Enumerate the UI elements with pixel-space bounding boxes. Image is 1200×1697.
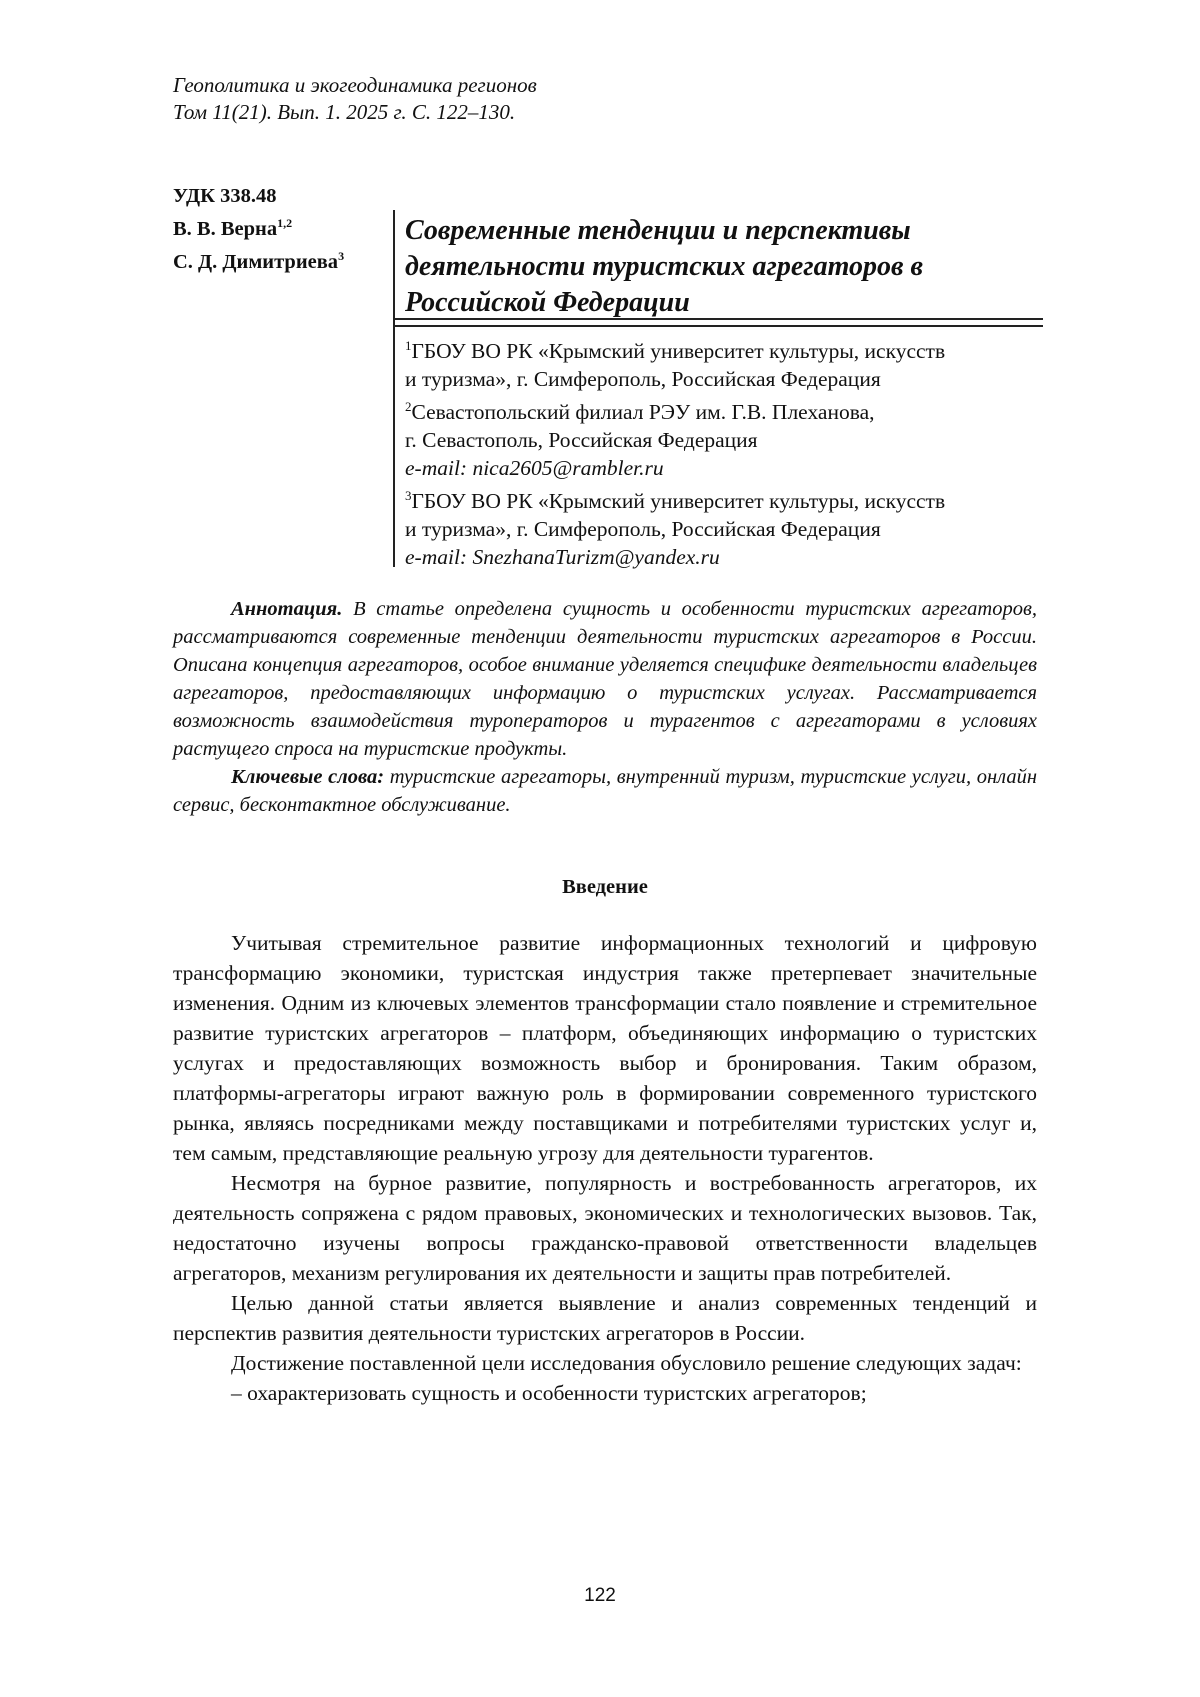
vertical-divider — [393, 210, 395, 567]
body-paragraph: Достижение поставленной цели исследования обусловило решение следующих задач: — [231, 1351, 1022, 1375]
abstract — [173, 595, 1037, 819]
title-rule-top — [393, 318, 1043, 320]
journal-issue: Том 11(21). Вып. 1. 2025 г. С. 122–130. — [173, 100, 516, 124]
abstract-label: Аннотация. — [231, 598, 343, 620]
affiliation-2: $^2$Севастопольский филиал РЭУ им. Г.В. Плеханова, — [405, 399, 875, 425]
affiliations: $^1$ГБОУ ВО РК «Крымский университет культуры, искусств и туризма», г. Симферополь, Российская Федерация $^2$Севастопольский филиал РЭУ им. Г.В. Плеханова, г. Севастополь, Российская Федерация e-mail: nica2605@rambler.ru $^3$ГБОУ ВО РК «Крымский университет культуры, искусств и туризма», г. Симферополь, Российская Федерация e-mail: SnezhanaTurizm@yandex.ru — [405, 332, 1045, 571]
body-paragraph: Учитывая стремительное развитие информационных технологий и цифровую трансформацию экономики, туристская индустрия также претерпевает значительные изменения. Одним из ключевых элементов трансформации стало появление и стремительное развитие туристских агрегаторов – платформ, объединяющих информацию о туристских услугах и предоставляющих возможность выбор и бронирования. Таким образом, платформы-агрегаторы играют важную роль в формировании современного туристского рынка, являясь посредниками между поставщиками и потребителями туристских услуг и, тем самым, представляющие реальную угрозу для деятельности турагентов. — [173, 931, 1037, 1165]
journal-header — [173, 72, 537, 126]
title-rule-bottom — [393, 325, 1043, 327]
keywords-label: Ключевые слова: — [231, 766, 385, 788]
affiliation-1: $^1$ГБОУ ВО РК «Крымский университет культуры, искусств — [405, 338, 946, 364]
body-paragraph: Целью данной статьи является выявление и анализ современных тенденций и перспектив развития деятельности туристских агрегаторов в России. — [173, 1291, 1037, 1345]
article-meta — [173, 183, 344, 276]
email-2[interactable]: e-mail: SnezhanaTurizm@yandex.ru — [405, 545, 720, 570]
body-paragraph: – охарактеризовать сущность и особенности туристских агрегаторов; — [231, 1381, 867, 1405]
email-1[interactable]: e-mail: nica2605@rambler.ru — [405, 456, 664, 481]
journal-name: Геополитика и экогеодинамика регионов — [173, 73, 537, 97]
author-1: В. В. Верна$^{1,2}$ — [173, 216, 293, 240]
author-2: С. Д. Димитриева$^3$ — [173, 248, 345, 273]
affiliation-3: $^3$ГБОУ ВО РК «Крымский университет культуры, искусств — [405, 488, 946, 514]
section-heading: Введение — [562, 876, 648, 898]
body-text — [173, 928, 1037, 1408]
article-title: Современные тенденции и перспективы деятельности туристских агрегаторов в Российской Федерации — [405, 215, 924, 318]
udk-code: УДК 338.48 — [173, 185, 277, 207]
abstract-paragraph: Аннотация. В статье определена сущность и особенности туристских агрегаторов, рассматриваются современные тенденции деятельности туристских агрегаторов в России. Описана концепция агрегаторов, особое внимание уделяется специфике деятельности владельцев агрегаторов, предоставляющих информацию о туристских услугах. Рассматривается возможность взаимодействия туроператоров и турагентов с агрегаторами в условиях растущего спроса на туристские продукты. — [173, 598, 1037, 760]
body-paragraph: Несмотря на бурное развитие, популярность и востребованность агрегаторов, их деятельность сопряжена с рядом правовых, экономических и технологических вызовов. Так, недостаточно изучены вопросы гражданско-правовой ответственности владельцев агрегаторов, механизм регулирования их деятельности и защиты прав потребителей. — [173, 1171, 1037, 1285]
keywords-paragraph: Ключевые слова: туристские агрегаторы, внутренний туризм, туристские услуги, онлайн сервис, бесконтактное обслуживание. — [173, 766, 1037, 816]
page-number: 122 — [584, 1585, 616, 1606]
